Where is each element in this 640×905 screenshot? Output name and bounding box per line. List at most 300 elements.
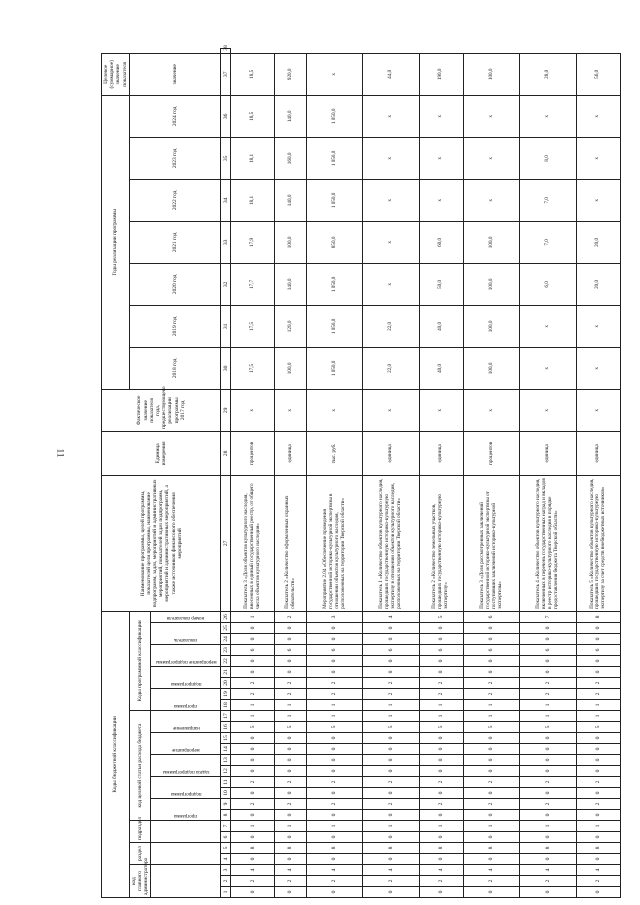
row-year-value: 6,0 (520, 263, 577, 305)
code-cell: 0 (520, 667, 577, 678)
code-cell: 1 (520, 821, 577, 832)
row-year-value: 160,0 (275, 137, 306, 179)
code-cell: 1 (363, 711, 420, 722)
code-cell: 2 (231, 876, 275, 887)
code-cell: 5 (231, 722, 275, 733)
code-cell: 4 (231, 865, 275, 876)
code-cell: 2 (520, 799, 577, 810)
code-cell: 2 (463, 689, 520, 700)
code-cell: 0 (419, 788, 463, 799)
row-year-value: х (576, 137, 620, 179)
header-subprogram-label: подпрограмма (170, 791, 202, 796)
code-cell: 0 (419, 656, 463, 667)
header-indicator-kind (151, 611, 221, 622)
code-cell: 0 (275, 810, 306, 821)
code-cell: 0 (275, 766, 306, 777)
code-cell: 0 (306, 733, 363, 744)
code-cell: 0 (363, 755, 420, 766)
code-cell: 1 (275, 711, 306, 722)
code-cell: 0 (463, 755, 520, 766)
column-number: 36 (221, 95, 231, 137)
code-cell: 0 (419, 887, 463, 898)
code-cell: 0 (275, 667, 306, 678)
code-cell: 6 (363, 645, 420, 656)
row-year-value: 140,0 (275, 95, 306, 137)
code-cell: 0 (363, 667, 420, 678)
code-cell: 0 (419, 832, 463, 843)
code-cell: 0 (576, 623, 620, 634)
code-cell: 5 (419, 611, 463, 622)
column-number: 11 (221, 777, 231, 788)
code-cell: 4 (520, 865, 577, 876)
code-cell: 4 (463, 865, 520, 876)
row-name: Показатель 5 «Количество объектов культурного наследия, прошедших государственную историко-культурную экспертизу за счет средств внебюджетных источников» (576, 475, 620, 611)
row-base-value: х (419, 389, 463, 431)
code-cell: 0 (231, 623, 275, 634)
code-cell: 0 (231, 810, 275, 821)
row-year-value: х (419, 137, 463, 179)
header-event-kind-label: мероприятие (172, 747, 200, 752)
header-subprogram (151, 777, 221, 799)
column-number: 3 (221, 865, 231, 876)
code-cell: 2 (419, 689, 463, 700)
code-cell: 0 (275, 623, 306, 634)
row-year-value: 17,5 (231, 305, 275, 347)
table-row (419, 49, 463, 898)
column-number: 35 (221, 137, 231, 179)
row-year-value: 18,1 (231, 179, 275, 221)
code-cell: 0 (363, 744, 420, 755)
code-cell: 0 (419, 854, 463, 865)
code-cell: 8 (463, 843, 520, 854)
code-cell: 0 (576, 744, 620, 755)
code-cell: 8 (275, 843, 306, 854)
header-program-codes: Коды программной классификации (129, 611, 151, 710)
code-cell: 2 (231, 777, 275, 788)
header-years-group: Годы реализации программы (102, 95, 130, 389)
code-cell: 2 (419, 799, 463, 810)
code-cell: 0 (275, 656, 306, 667)
code-cell: 0 (306, 755, 363, 766)
row-year-value: х (576, 347, 620, 389)
row-year-value: х (463, 179, 520, 221)
row-year-value: 100,0 (463, 221, 520, 263)
row-year-value: х (363, 137, 420, 179)
code-cell: 2 (275, 611, 306, 622)
code-cell: 2 (306, 678, 363, 689)
code-cell: 0 (275, 733, 306, 744)
code-cell: 0 (520, 755, 577, 766)
row-unit: единица (419, 431, 463, 475)
row-year-value: х (576, 95, 620, 137)
header-year-2019: 2019 год (129, 305, 221, 347)
column-number: 9 (221, 799, 231, 810)
header-target-value: значение (129, 53, 221, 95)
row-year-value: 140,0 (275, 263, 306, 305)
code-cell: 1 (363, 700, 420, 711)
code-cell: 2 (520, 689, 577, 700)
code-cell: 0 (576, 656, 620, 667)
header-subprogram-2 (151, 667, 221, 689)
header-subsection-spacer (151, 821, 221, 843)
header-indicator (151, 623, 221, 645)
code-cell: 5 (275, 722, 306, 733)
code-cell: 0 (231, 634, 275, 645)
code-cell: 0 (576, 755, 620, 766)
code-cell: 1 (576, 700, 620, 711)
row-year-value: х (576, 305, 620, 347)
code-cell: 1 (463, 821, 520, 832)
row-target-value: х (306, 53, 363, 95)
code-cell: 2 (576, 876, 620, 887)
header-program (151, 799, 221, 821)
header-subsection: подраздел (129, 821, 151, 843)
code-cell: 6 (275, 645, 306, 656)
code-cell: 0 (576, 634, 620, 645)
row-base-value: х (306, 389, 363, 431)
code-cell: 0 (463, 832, 520, 843)
table-row (463, 49, 520, 898)
row-name: Мероприятие 2.04 «Обеспечение проведения государственной историко-культурной экспертизы в отношении объектов культурного наследия, расположенных на территории Тверской области» (306, 475, 363, 611)
code-cell: 2 (306, 777, 363, 788)
code-cell: 0 (306, 744, 363, 755)
header-year-2024: 2024 год (129, 95, 221, 137)
code-cell: 0 (520, 832, 577, 843)
header-unit: Единица измерения (102, 431, 221, 475)
row-base-value: х (275, 389, 306, 431)
column-number: 4 (221, 854, 231, 865)
code-cell: 0 (231, 744, 275, 755)
row-year-value: 7,0 (520, 179, 577, 221)
code-cell: 1 (231, 821, 275, 832)
code-cell: 0 (463, 634, 520, 645)
column-number: 17 (221, 711, 231, 722)
code-cell: 2 (363, 689, 420, 700)
code-cell: 0 (231, 667, 275, 678)
code-cell: 1 (306, 821, 363, 832)
code-cell: 1 (363, 821, 420, 832)
column-number: 33 (221, 221, 231, 263)
code-cell: 0 (576, 854, 620, 865)
code-cell: 2 (231, 799, 275, 810)
code-cell: 0 (275, 755, 306, 766)
code-cell: 8 (576, 611, 620, 622)
code-cell: 0 (520, 887, 577, 898)
code-cell: 0 (419, 733, 463, 744)
code-cell: 8 (520, 843, 577, 854)
row-year-value: х (576, 179, 620, 221)
row-year-value: 40,0 (419, 347, 463, 389)
column-number-row (221, 49, 231, 898)
code-cell: 0 (520, 634, 577, 645)
column-number: 29 (221, 389, 231, 431)
code-cell: 0 (463, 733, 520, 744)
row-year-value: 7,0 (520, 221, 577, 263)
code-cell: 0 (231, 766, 275, 777)
code-cell: 0 (463, 623, 520, 634)
row-base-value: х (463, 389, 520, 431)
code-cell: 0 (463, 887, 520, 898)
header-year-2020: 2020 год (129, 263, 221, 305)
code-cell: 2 (363, 876, 420, 887)
header-direction-label: направление (172, 725, 200, 730)
row-year-value: 18,5 (231, 95, 275, 137)
table-row (520, 49, 577, 898)
row-year-value: х (419, 179, 463, 221)
row-year-value: х (520, 95, 577, 137)
code-cell: 0 (231, 832, 275, 843)
header-section: раздел (129, 843, 151, 865)
header-year-2021: 2021 год (129, 221, 221, 263)
column-number: 19 (221, 689, 231, 700)
header-year-2023: 2023 год (129, 137, 221, 179)
code-cell: 2 (363, 777, 420, 788)
code-cell: 6 (419, 645, 463, 656)
code-cell: 0 (463, 788, 520, 799)
row-base-value: х (363, 389, 420, 431)
row-year-value: 100,0 (463, 263, 520, 305)
code-cell: 0 (520, 733, 577, 744)
code-cell: 1 (419, 711, 463, 722)
header-indicator-kind-label: номер показателя (167, 615, 205, 620)
code-cell: 2 (363, 678, 420, 689)
code-cell: 1 (306, 711, 363, 722)
code-cell: 0 (463, 766, 520, 777)
code-cell: 0 (363, 733, 420, 744)
code-cell: 0 (363, 810, 420, 821)
row-year-value: 17,7 (231, 263, 275, 305)
table-row (576, 49, 620, 898)
code-cell: 0 (363, 623, 420, 634)
column-number: 34 (221, 179, 231, 221)
code-cell: 0 (363, 887, 420, 898)
code-cell: 1 (231, 700, 275, 711)
code-cell: 2 (275, 799, 306, 810)
code-cell: 0 (463, 656, 520, 667)
row-base-value: х (576, 389, 620, 431)
header-program-label: программа (174, 813, 198, 818)
code-cell: 0 (576, 887, 620, 898)
code-cell: 2 (275, 777, 306, 788)
row-name: Показатель 2 «Количество земельных участков, прошедших государственную историко-культурную экспертизу» (419, 475, 463, 611)
row-year-value: х (363, 179, 420, 221)
column-number: 22 (221, 656, 231, 667)
code-cell: 0 (306, 810, 363, 821)
code-cell: 2 (231, 689, 275, 700)
code-cell: 2 (576, 678, 620, 689)
code-cell: 0 (520, 656, 577, 667)
row-name: Показатель 3 «Доля объектов культурного наследия, внесенных в единый государственный реестр, от общего числа объектов культурного наследия» (231, 475, 275, 611)
code-cell: 0 (275, 744, 306, 755)
code-cell: 1 (231, 611, 275, 622)
code-cell: 0 (306, 656, 363, 667)
document-sheet (101, 45, 621, 898)
code-cell: 0 (576, 832, 620, 843)
row-year-value: 8,0 (520, 137, 577, 179)
column-number: 5 (221, 843, 231, 854)
code-cell: 1 (275, 821, 306, 832)
code-cell: 0 (275, 887, 306, 898)
code-cell: 6 (231, 645, 275, 656)
row-unit: единица (275, 431, 306, 475)
code-cell: 0 (306, 667, 363, 678)
header-admin: код главного администратора (129, 865, 151, 898)
header-activity (151, 645, 221, 667)
code-cell: 2 (463, 678, 520, 689)
code-cell: 2 (576, 799, 620, 810)
row-base-value: х (231, 389, 275, 431)
column-number: 38 (221, 49, 231, 54)
code-cell: 2 (363, 799, 420, 810)
code-cell: 2 (576, 777, 620, 788)
row-base-value: х (520, 389, 577, 431)
code-cell: 1 (463, 700, 520, 711)
row-target-value: 100,0 (463, 53, 520, 95)
code-cell: 0 (306, 854, 363, 865)
code-cell: 0 (419, 744, 463, 755)
code-cell: 0 (306, 832, 363, 843)
code-cell: 8 (363, 843, 420, 854)
header-admin-spacer (151, 865, 221, 898)
row-year-value: 1 050,0 (306, 95, 363, 137)
code-cell: 4 (275, 865, 306, 876)
code-cell: 0 (576, 733, 620, 744)
code-cell: 1 (576, 821, 620, 832)
row-year-value: 140,0 (275, 179, 306, 221)
code-cell: 2 (576, 689, 620, 700)
code-cell: 0 (463, 744, 520, 755)
header-year-2018: 2018 год (129, 347, 221, 389)
code-cell: 8 (306, 843, 363, 854)
row-year-value: х (520, 305, 577, 347)
code-cell: 1 (231, 711, 275, 722)
code-cell: 8 (576, 843, 620, 854)
header-direction (151, 711, 221, 733)
row-year-value: 100,0 (463, 347, 520, 389)
code-cell: 4 (306, 865, 363, 876)
row-unit: единица (520, 431, 577, 475)
row-name: Показатель 2 «Количество оформленных охранных обязательств» (275, 475, 306, 611)
header-indicator-label: показатель (174, 637, 198, 642)
code-cell: 2 (463, 799, 520, 810)
code-cell: 5 (576, 722, 620, 733)
column-number: 24 (221, 634, 231, 645)
row-year-value: 18,1 (231, 137, 275, 179)
column-number: 31 (221, 305, 231, 347)
code-cell: 2 (306, 799, 363, 810)
code-cell: 0 (520, 766, 577, 777)
row-target-value: 190,0 (419, 53, 463, 95)
header-year-2022: 2022 год (129, 179, 221, 221)
header-event-kind (151, 733, 221, 755)
row-name: Показатель 1 «Количество объектов культурного наследия, прошедших государственную историко-культурную экспертизу в отношении объектов культурного наследия, расположенных на территории Тверской области» (363, 475, 420, 611)
code-cell: 7 (520, 611, 577, 622)
header-target: Целевое (суммарное) значение показателя (102, 53, 130, 95)
column-number: 20 (221, 678, 231, 689)
code-cell: 0 (520, 854, 577, 865)
code-cell: 2 (520, 876, 577, 887)
row-year-value: 100,0 (463, 305, 520, 347)
row-year-value: 20,0 (576, 263, 620, 305)
code-cell: 2 (520, 777, 577, 788)
code-cell: 8 (419, 843, 463, 854)
table-row (363, 49, 420, 898)
code-cell: 0 (520, 810, 577, 821)
row-unit: процентов (463, 431, 520, 475)
code-cell: 1 (419, 700, 463, 711)
row-year-value: 100,0 (275, 347, 306, 389)
code-cell: 0 (419, 667, 463, 678)
code-cell: 1 (520, 711, 577, 722)
column-number: 15 (221, 733, 231, 744)
code-cell: 2 (419, 678, 463, 689)
column-number: 23 (221, 645, 231, 656)
code-cell: 2 (275, 876, 306, 887)
header-program-2-label: программа (174, 703, 198, 708)
code-cell: 3 (306, 611, 363, 622)
row-target-value: 56,0 (576, 53, 620, 95)
page-number: 11 (55, 448, 66, 458)
code-cell: 2 (463, 876, 520, 887)
row-year-value: 17,9 (231, 221, 275, 263)
code-cell: 1 (520, 700, 577, 711)
row-year-value: х (463, 137, 520, 179)
program-table (101, 45, 621, 898)
column-number: 12 (221, 766, 231, 777)
column-number: 27 (221, 475, 231, 611)
header-section-spacer (151, 843, 221, 865)
table-row (306, 49, 363, 898)
row-year-value: 22,0 (363, 305, 420, 347)
row-year-value: 120,0 (275, 305, 306, 347)
row-target-value: 18,5 (231, 53, 275, 95)
row-unit: тыс. руб. (306, 431, 363, 475)
header-program-2 (151, 689, 221, 711)
code-cell: 1 (306, 700, 363, 711)
column-number: 14 (221, 744, 231, 755)
code-cell: 0 (231, 887, 275, 898)
code-cell: 0 (419, 755, 463, 766)
table-row (275, 49, 306, 898)
table-row (231, 49, 275, 898)
code-cell: 5 (463, 722, 520, 733)
code-cell: 0 (231, 755, 275, 766)
code-cell: 0 (275, 854, 306, 865)
code-cell: 0 (463, 810, 520, 821)
code-cell: 0 (576, 810, 620, 821)
column-number: 28 (221, 431, 231, 475)
column-number: 32 (221, 263, 231, 305)
column-number: 37 (221, 53, 231, 95)
row-year-value: 17,5 (231, 347, 275, 389)
column-number: 8 (221, 810, 231, 821)
column-number: 16 (221, 722, 231, 733)
code-cell: 8 (231, 843, 275, 854)
column-number: 1 (221, 887, 231, 898)
row-year-value: 40,0 (419, 305, 463, 347)
code-cell: 0 (419, 634, 463, 645)
row-year-value: х (520, 347, 577, 389)
code-cell: 0 (363, 766, 420, 777)
header-name: Наименование программы, целей программы, показателей цели программы, наименование подпрограмм, задач, мероприятий и административных мероприятий, показателей задач подпрограмм, мероприятий и административных мероприятий, а также источников финансового обеспечения мероприятий (102, 475, 221, 611)
code-cell: 2 (419, 876, 463, 887)
code-cell: 0 (363, 656, 420, 667)
code-cell: 5 (419, 722, 463, 733)
header-task-label: задача подпрограммы (162, 769, 210, 774)
row-year-value: 22,0 (363, 347, 420, 389)
code-cell: 0 (306, 623, 363, 634)
code-cell: 1 (275, 700, 306, 711)
